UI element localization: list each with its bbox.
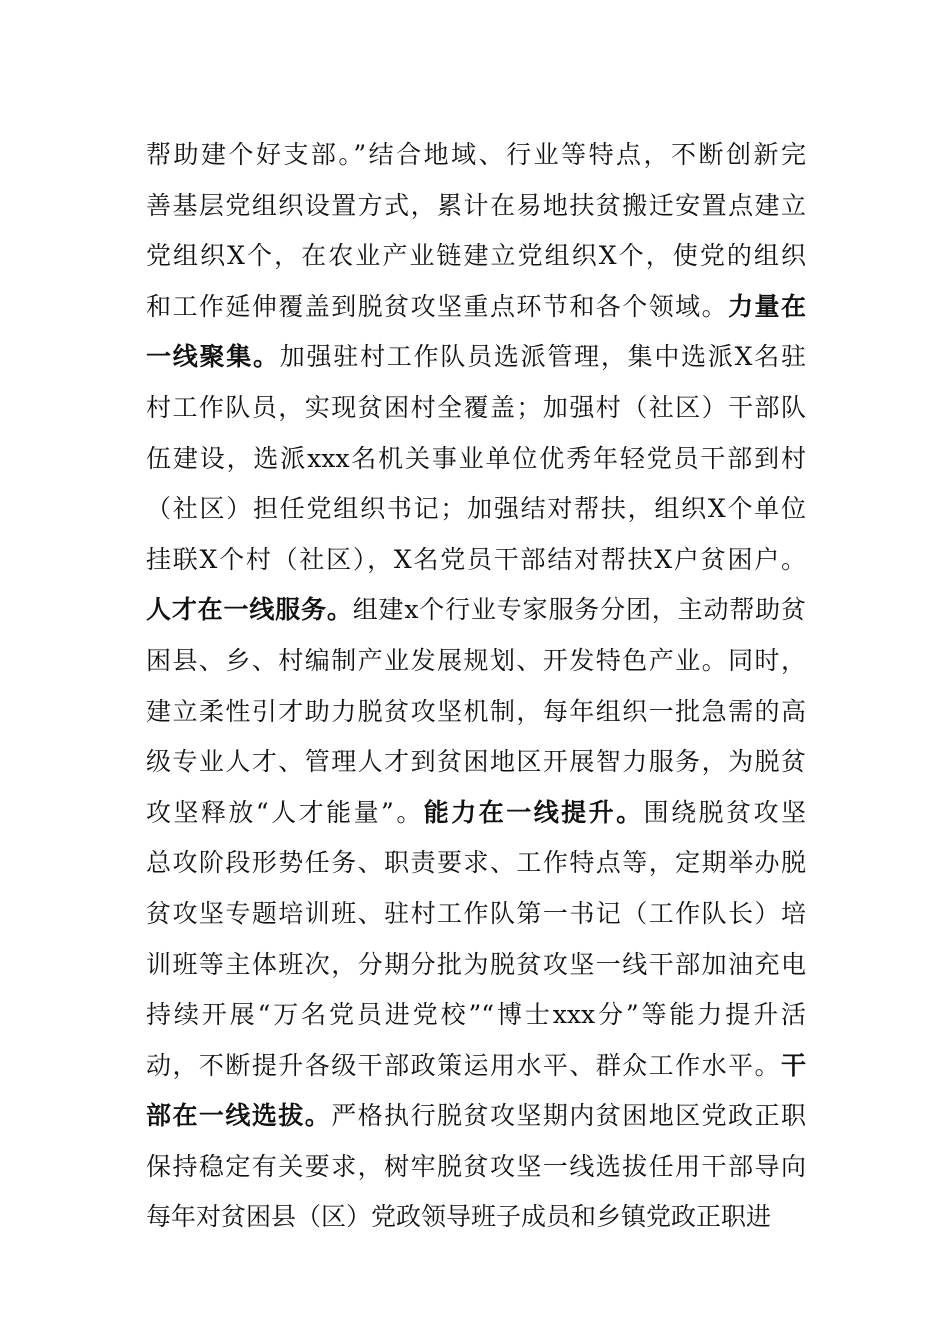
- text-line: [146, 231, 806, 282]
- body-text: 攻坚释放“人才能量”。: [146, 797, 424, 827]
- text-line: [146, 484, 806, 535]
- body-text: （社区）担任党组织书记；加强结对帮扶，组织X个单位: [146, 494, 806, 524]
- body-text: 持续开展“万名党员进党校”“博士xxx分”等能力提升活: [146, 1000, 806, 1030]
- body-text: 和工作延伸覆盖到脱贫攻坚重点环节和各个领域。: [146, 291, 729, 321]
- body-text: 严格执行脱贫攻坚期内贫困地区党政正职: [331, 1101, 806, 1131]
- text-line: [146, 990, 806, 1041]
- text-line: [146, 1142, 806, 1193]
- text-line: [146, 838, 806, 889]
- text-line: [146, 130, 806, 181]
- body-text: 围绕脱贫攻坚: [643, 797, 806, 827]
- bold-heading-text: 能力在一线提升。: [423, 797, 644, 827]
- body-text: 建立柔性引才助力脱贫攻坚机制，每年组织一批急需的高: [146, 696, 806, 726]
- bold-heading-text: 干: [780, 1050, 806, 1080]
- body-text: 困县、乡、村编制产业发展规划、开发特色产业。同时，: [146, 645, 806, 675]
- body-text: 帮助建个好支部。”结合地域、行业等特点，不断创新完: [146, 140, 806, 169]
- text-line: [146, 282, 806, 333]
- body-text: 训班等主体班次，分期分批为脱贫攻坚一线干部加油充电: [146, 949, 806, 979]
- body-text: 级专业人才、管理人才到贫困地区开展智力服务，为脱贫: [146, 747, 806, 777]
- body-text: 加强驻村工作队员选派管理，集中选派X名驻: [279, 342, 806, 372]
- bold-heading-text: 力量在: [728, 291, 806, 321]
- text-line: [146, 687, 806, 738]
- body-text: 挂联X个村（社区），X名党员干部结对帮扶X户贫困户。: [146, 544, 806, 574]
- text-line: [146, 1091, 806, 1142]
- text-line: [146, 181, 806, 232]
- body-text: 总攻阶段形势任务、职责要求、工作特点等，定期举办脱: [146, 848, 806, 878]
- text-line: [146, 535, 806, 586]
- text-line: [146, 1192, 806, 1243]
- text-line: [146, 434, 806, 485]
- body-paragraph: [146, 130, 806, 1243]
- bold-heading-text: 一线聚集。: [146, 342, 280, 372]
- body-text: 动，不断提升各级干部政策运用水平、群众工作水平。: [146, 1050, 781, 1080]
- text-line: [146, 585, 806, 636]
- text-line: [146, 788, 806, 839]
- bold-heading-text: 部在一线选拔。: [146, 1101, 332, 1131]
- text-line: [146, 940, 806, 991]
- body-text: 保持稳定有关要求，树牢脱贫攻坚一线选拔任用干部导向: [146, 1151, 806, 1181]
- body-text: 贫攻坚专题培训班、驻村工作队第一书记（工作队长）培: [146, 898, 806, 928]
- body-text: 党组织X个，在农业产业链建立党组织X个，使党的组织: [146, 241, 806, 271]
- body-text: 每年对贫困县（区）党政领导班子成员和乡镇党政正职进: [146, 1202, 772, 1232]
- text-line: [146, 1041, 806, 1092]
- text-line: [146, 737, 806, 788]
- bold-heading-text: 人才在一线服务。: [146, 595, 353, 625]
- body-text: 村工作队员，实现贫困村全覆盖；加强村（社区）干部队: [146, 392, 806, 422]
- body-text: 善基层党组织设置方式，累计在易地扶贫搬迁安置点建立: [146, 190, 806, 220]
- text-line: [146, 636, 806, 687]
- text-line: [146, 889, 806, 940]
- body-text: 组建x个行业专家服务分团，主动帮助贫: [352, 595, 806, 625]
- text-line: [146, 383, 806, 434]
- text-line: [146, 332, 806, 383]
- body-text: 伍建设，选派xxx名机关事业单位优秀年轻党员干部到村: [146, 443, 806, 473]
